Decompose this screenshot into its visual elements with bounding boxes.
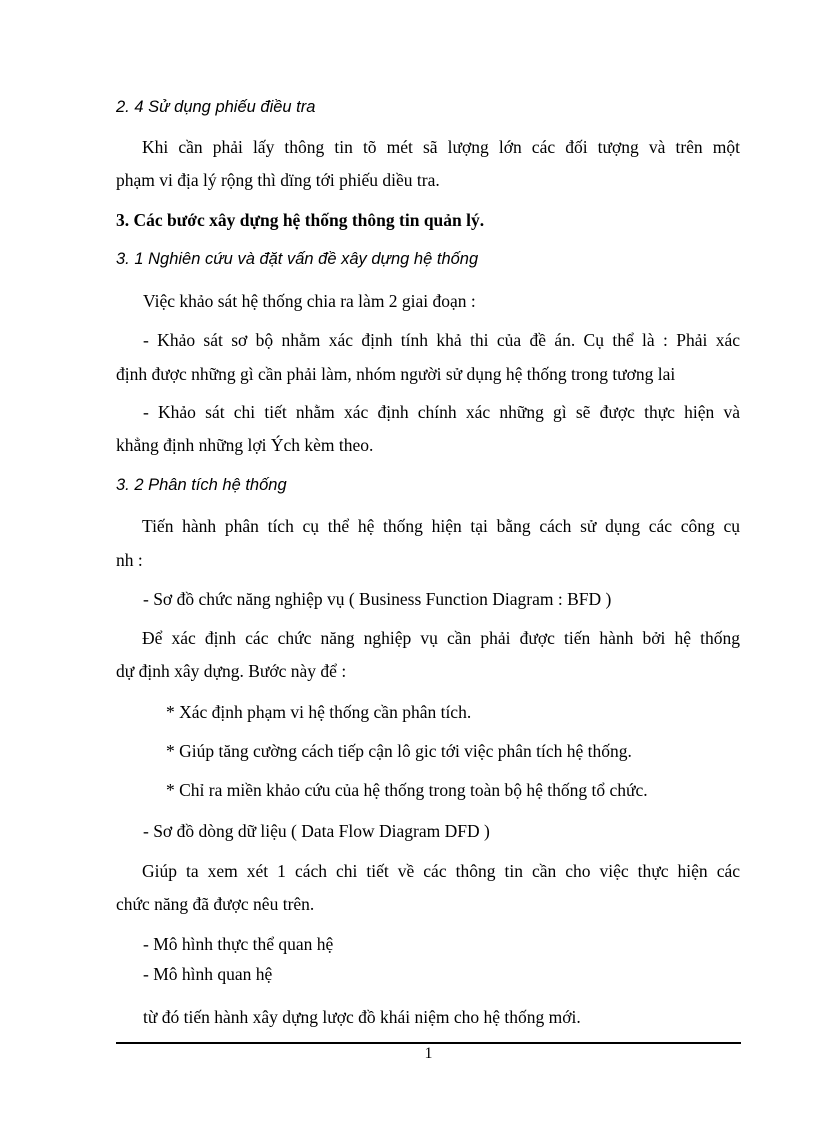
paragraph-line: - Khảo sát sơ bộ nhằm xác định tính khả thi của đề án. Cụ thể là : Phải xác (143, 330, 740, 350)
paragraph-line: - Sơ đồ chức năng nghiệp vụ ( Business Function Diagram : BFD ) (143, 589, 612, 609)
section-3-heading: 3. Các bước xây dựng hệ thống thông tin quản lý. (116, 210, 485, 230)
bullet-item: * Xác định phạm vi hệ thống cần phân tích. (166, 702, 472, 722)
paragraph-line: nh : (116, 550, 143, 570)
section-2-4-heading: 2. 4 Sử dụng phiếu điều tra (116, 98, 316, 116)
page-number: 1 (424, 1045, 433, 1062)
paragraph-line: Tiến hành phân tích cụ thể hệ thống hiện tại bằng cách sử dụng các công cụ (142, 516, 740, 536)
paragraph-line: Khi cần phải lấy thông tin tõ mét sã lượng lớn các đối tượng và trên một (142, 137, 740, 157)
bullet-item: * Chỉ ra miền khảo cứu của hệ thống trong toàn bộ hệ thống tổ chức. (166, 780, 648, 800)
paragraph-line: - Khảo sát chi tiết nhằm xác định chính xác những gì sẽ được thực hiện và (143, 402, 740, 422)
paragraph-line: Để xác định các chức năng nghiệp vụ cần phải được tiến hành bởi hệ thống (142, 628, 740, 648)
paragraph-line: - Sơ đồ dòng dữ liệu ( Data Flow Diagram DFD ) (143, 821, 490, 841)
paragraph-line: - Mô hình thực thể quan hệ (143, 934, 334, 954)
paragraph-line: từ đó tiến hành xây dựng lược đồ khái niệm cho hệ thống mới. (143, 1007, 581, 1027)
bullet-item: * Giúp tăng cường cách tiếp cận lô gic tới việc phân tích hệ thống. (166, 741, 632, 761)
paragraph-line: Việc khảo sát hệ thống chia ra làm 2 giai đoạn : (143, 291, 476, 311)
paragraph-line: khẳng định những lợi Ých kèm theo. (116, 435, 374, 455)
section-3-2-heading: 3. 2 Phân tích hệ thống (116, 476, 287, 494)
paragraph-line: dự định xây dựng. Bước này để : (116, 661, 347, 681)
paragraph-line: chức năng đã được nêu trên. (116, 894, 315, 914)
paragraph-line: - Mô hình quan hệ (143, 964, 273, 984)
section-3-1-heading: 3. 1 Nghiên cứu và đặt vấn đề xây dựng hệ thống (116, 250, 479, 268)
paragraph-line: Giúp ta xem xét 1 cách chi tiết về các thông tin cần cho việc thực hiện các (142, 861, 740, 881)
paragraph-line: phạm vi địa lý rộng thì dïng tới phiếu diều tra. (116, 170, 440, 190)
paragraph-line: định được những gì cần phải làm, nhóm người sử dụng hệ thống trong tương lai (116, 364, 676, 384)
